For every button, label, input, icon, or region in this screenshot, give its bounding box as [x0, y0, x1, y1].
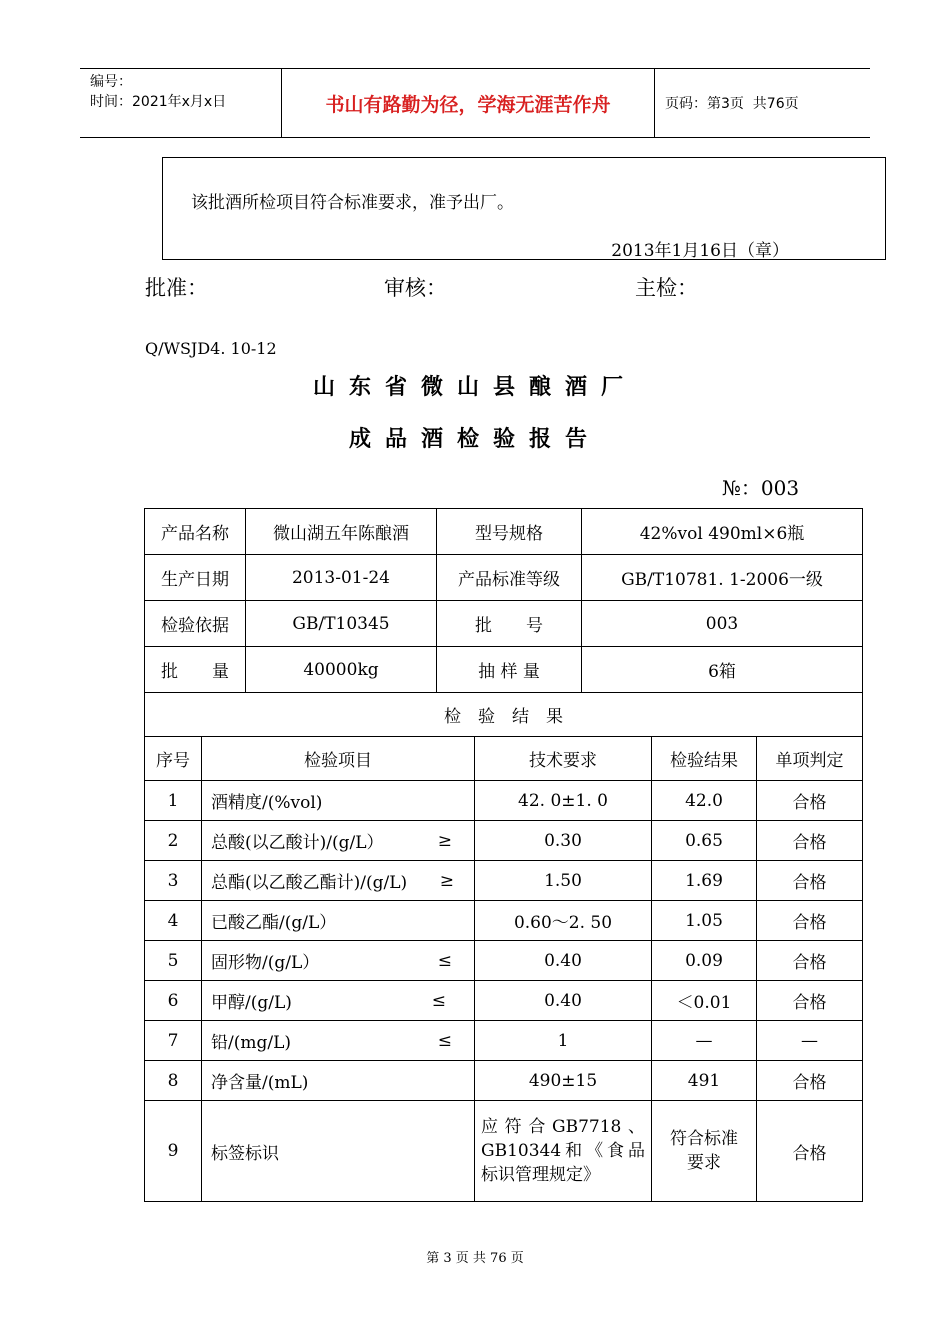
row-item [202, 861, 475, 901]
conclusion-box [162, 157, 886, 260]
row-judge: 合格 [757, 981, 863, 1021]
page-header [80, 68, 870, 138]
number-label: 编号： [90, 74, 132, 90]
row-req: 0.40 [475, 981, 652, 1021]
table-row [145, 941, 863, 981]
table-row [145, 1061, 863, 1101]
basis-label: 检验依据 [145, 601, 246, 647]
report-title: 成品酒检验报告 [348, 427, 601, 452]
std-grade-value: GB/T10781. 1-2006一级 [582, 555, 863, 601]
row-item [202, 1021, 475, 1061]
item-label: 总酯(以乙酸乙酯计)/(g/L) [211, 873, 408, 893]
table-row [145, 693, 863, 737]
row-result: 1.05 [652, 901, 757, 941]
basis-value: GB/T10345 [246, 601, 437, 647]
table-row [145, 821, 863, 861]
header-page-info: 页码：第3页 共76页 [665, 96, 799, 112]
row-item [202, 781, 475, 821]
row-no: 4 [145, 901, 202, 941]
batch-qty-value: 40000kg [246, 647, 437, 693]
item-symbol: ≥ [437, 830, 452, 851]
row-req: 0.40 [475, 941, 652, 981]
item-label: 酒精度/(%vol) [211, 793, 323, 813]
doc-code: Q/WSJD4. 10-12 [145, 339, 277, 358]
batch-no-value: 003 [582, 601, 863, 647]
row-judge: 合格 [757, 781, 863, 821]
row-no: 5 [145, 941, 202, 981]
table-header-row [145, 737, 863, 781]
prod-date-label: 生产日期 [145, 555, 246, 601]
row-no: 8 [145, 1061, 202, 1101]
row-result: — [652, 1021, 757, 1061]
results-section-title: 检 验 结 果 [145, 693, 863, 737]
row-req: 1.50 [475, 861, 652, 901]
col-header-item: 检验项目 [202, 737, 475, 781]
page-footer: 第 3 页 共 76 页 [426, 1251, 524, 1266]
row-req: 1 [475, 1021, 652, 1061]
factory-title: 山东省微山县酿酒厂 [312, 375, 637, 400]
item-label: 标签标识 [211, 1143, 279, 1164]
review-label: 审核： [384, 276, 447, 300]
row-item [202, 821, 475, 861]
product-name-value: 微山湖五年陈酿酒 [246, 509, 437, 555]
row-result: 0.65 [652, 821, 757, 861]
row-item [202, 901, 475, 941]
row-judge: 合格 [757, 901, 863, 941]
batch-no-label: 批 号 [437, 601, 582, 647]
row-result: 491 [652, 1061, 757, 1101]
table-row [145, 555, 863, 601]
row-req: 490±15 [475, 1061, 652, 1101]
row-no: 1 [145, 781, 202, 821]
spec-label: 型号规格 [437, 509, 582, 555]
table-row [145, 901, 863, 941]
row-no: 2 [145, 821, 202, 861]
row-judge: 合格 [757, 1101, 863, 1202]
row-no: 6 [145, 981, 202, 1021]
row-result: ＜0.01 [652, 981, 757, 1021]
row-item [202, 941, 475, 981]
row-item [202, 1101, 475, 1202]
header-meta [80, 69, 282, 137]
row-req: 0.60～2. 50 [475, 901, 652, 941]
approve-label: 批准： [145, 276, 208, 300]
row-result: 1.69 [652, 861, 757, 901]
row-result: 0.09 [652, 941, 757, 981]
row-judge: 合格 [757, 861, 863, 901]
item-label: 总酸(以乙酸计)/(g/L） [211, 833, 384, 853]
item-label: 已酸乙酯/(g/L） [211, 913, 337, 933]
spec-value: 42%vol 490ml×6瓶 [582, 509, 863, 555]
batch-qty-label: 批 量 [145, 647, 246, 693]
table-row [145, 601, 863, 647]
inspector-label: 主检： [635, 276, 698, 300]
col-header-judge: 单项判定 [757, 737, 863, 781]
row-no: 3 [145, 861, 202, 901]
sample-qty-label: 抽 样 量 [437, 647, 582, 693]
item-symbol: ≤ [437, 1030, 452, 1051]
item-label: 固形物/(g/L） [211, 953, 320, 973]
row-item [202, 981, 475, 1021]
col-header-req: 技术要求 [475, 737, 652, 781]
row-no: 7 [145, 1021, 202, 1061]
table-row [145, 781, 863, 821]
results-table [144, 692, 863, 1202]
row-result: 符合标准要求 [652, 1101, 757, 1202]
time-label: 时间：2021年x月x日 [90, 94, 227, 110]
item-label: 净含量/(mL) [211, 1073, 309, 1093]
table-row [145, 647, 863, 693]
col-header-result: 检验结果 [652, 737, 757, 781]
row-req: 应符合GB7718、GB10344和《食品标识管理规定》 [475, 1101, 652, 1202]
row-req: 42. 0±1. 0 [475, 781, 652, 821]
item-label: 甲醇/(g/L) [211, 993, 292, 1013]
item-symbol: ≤ [431, 990, 446, 1011]
table-row [145, 981, 863, 1021]
item-symbol: ≥ [439, 870, 454, 891]
row-judge: 合格 [757, 1061, 863, 1101]
row-no: 9 [145, 1101, 202, 1202]
std-grade-label: 产品标准等级 [437, 555, 582, 601]
conclusion-text: 该批酒所检项目符合标准要求，准予出厂。 [191, 193, 514, 213]
conclusion-date: 2013年1月16日（章） [611, 241, 789, 261]
product-name-label: 产品名称 [145, 509, 246, 555]
row-judge: — [757, 1021, 863, 1061]
serial-number: №：003 [722, 476, 800, 500]
row-req: 0.30 [475, 821, 652, 861]
item-label: 铅/(mg/L) [211, 1033, 292, 1053]
row-judge: 合格 [757, 941, 863, 981]
col-header-no: 序号 [145, 737, 202, 781]
table-row [145, 1101, 863, 1202]
table-row [145, 861, 863, 901]
prod-date-value: 2013-01-24 [246, 555, 437, 601]
row-result: 42.0 [652, 781, 757, 821]
sample-qty-value: 6箱 [582, 647, 863, 693]
product-info-table [144, 508, 863, 693]
row-judge: 合格 [757, 821, 863, 861]
header-motto: 书山有路勤为径，学海无涯苦作舟 [282, 69, 655, 137]
item-symbol: ≤ [437, 950, 452, 971]
table-row [145, 509, 863, 555]
row-item [202, 1061, 475, 1101]
table-row [145, 1021, 863, 1061]
